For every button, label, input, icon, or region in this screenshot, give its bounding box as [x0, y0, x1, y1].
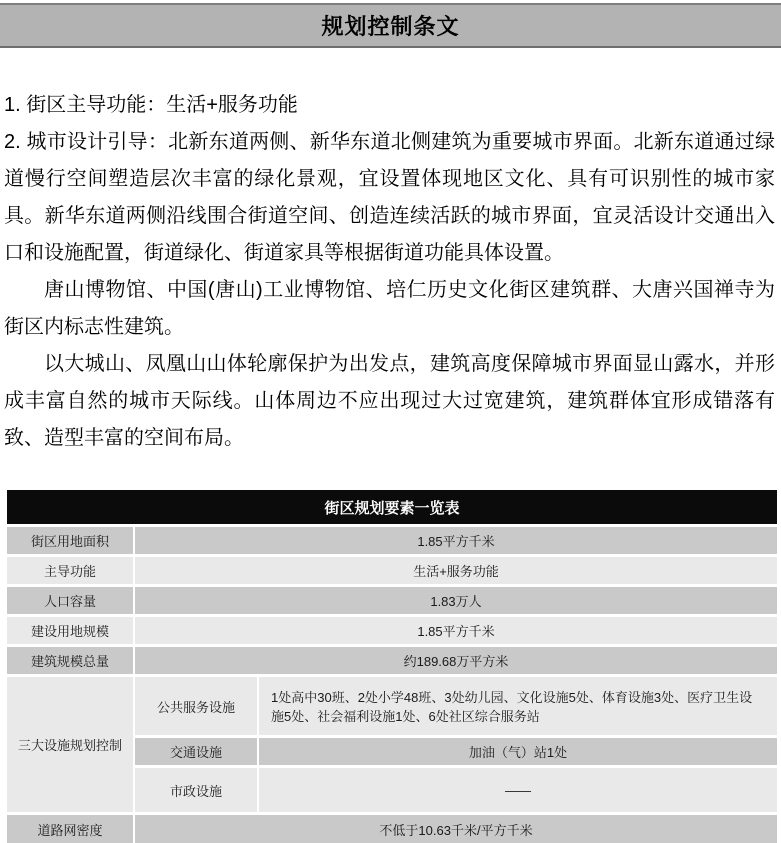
table-row-value: 1.85平方千米	[135, 617, 777, 644]
paragraph-urban-design-guidance: 2. 城市设计引导：北新东道两侧、新华东道北侧建筑为重要城市界面。北新东道通过绿道慢行空间塑造层次丰富的绿化景观，宜设置体现地区文化、具有可识别性的城市家具。新华东道两侧沿线围合街道空间、创造连续活跃的城市界面，宜灵活设计交通出入口和设施配置，街道绿化、街道家具等根据街道功能具体设置。	[4, 131, 775, 264]
table-row-label: 主导功能	[7, 557, 133, 584]
table-row-value: 不低于10.63千米/平方千米	[135, 815, 777, 843]
table-subrow-value: 1处高中30班、2处小学48班、3处幼儿园、文化设施5处、体育设施3处、医疗卫生设施5处、社会福利设施1处、6处社区综合服务站	[259, 677, 777, 735]
table-row-value: 1.85平方千米	[135, 527, 777, 554]
table-row-label: 道路网密度	[7, 815, 133, 843]
table-subrow-label: 公共服务设施	[135, 677, 257, 735]
table-row-label: 建设用地规模	[7, 617, 133, 644]
planning-elements-table	[7, 490, 777, 843]
page-title-bar	[0, 3, 781, 48]
table-row-value: 1.83万人	[135, 587, 777, 614]
table-subrow-label: 市政设施	[135, 768, 257, 812]
table-subrow-label: 交通设施	[135, 738, 257, 765]
table-subrow-value: 加油（气）站1处	[259, 738, 777, 765]
table-row-value: 生活+服务功能	[135, 557, 777, 584]
table-row-label: 街区用地面积	[7, 527, 133, 554]
table-row-label: 建筑规模总量	[7, 647, 133, 674]
paragraph-main-function: 1. 街区主导功能：生活+服务功能	[4, 94, 298, 116]
page-title: 规划控制条文	[321, 14, 460, 39]
table-row-label: 人口容量	[7, 587, 133, 614]
table-row-value: 约189.68万平方米	[135, 647, 777, 674]
table-title: 街区规划要素一览表	[7, 490, 777, 524]
paragraph-skyline: 以大城山、凤凰山山体轮廓保护为出发点，建筑高度保障城市界面显山露水，并形成丰富自然的城市天际线。山体周边不应出现过大过宽建筑，建筑群体宜形成错落有致、造型丰富的空间布局。	[4, 353, 775, 449]
document-body	[0, 87, 781, 457]
table-group-label: 三大设施规划控制	[7, 677, 133, 812]
table-subrow-value: ——	[259, 768, 777, 812]
paragraph-landmark-buildings: 唐山博物馆、中国(唐山)工业博物馆、培仁历史文化街区建筑群、大唐兴国禅寺为街区内标志性建筑。	[4, 279, 775, 338]
